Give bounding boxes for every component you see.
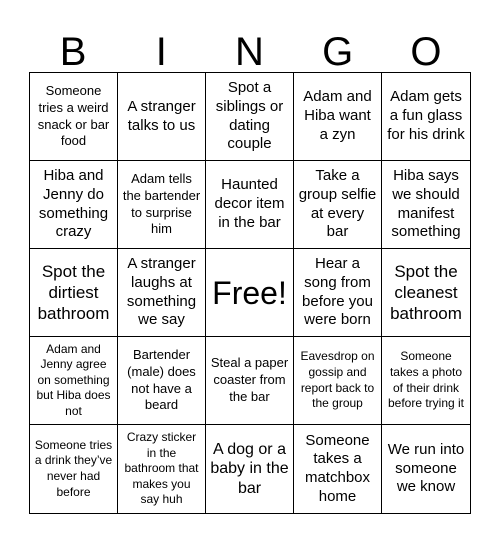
free-space-cell[interactable] — [206, 249, 294, 337]
cell-text: Someone tries a weird snack or bar food — [37, 82, 110, 149]
cell-text: Someone takes a photo of their drink before trying it — [387, 349, 465, 411]
cell-text: Someone tries a drink they’ve never had before — [34, 437, 113, 499]
bingo-cell[interactable] — [294, 337, 382, 425]
bingo-cell[interactable] — [30, 425, 118, 513]
cell-text: A stranger talks to us — [127, 97, 196, 134]
cell-text: Take a group selfie at every bar — [298, 167, 377, 241]
cell-text: Spot the dirtiest bathroom — [37, 261, 110, 324]
bingo-cell[interactable] — [382, 337, 470, 425]
bingo-cell[interactable] — [382, 73, 470, 161]
bingo-cell[interactable] — [382, 249, 470, 337]
cell-text: Spot a siblings or dating couple — [215, 79, 284, 153]
cell-text: Crazy sticker in the bathroom that makes you say huh — [124, 430, 199, 507]
cell-text: Spot the cleanest bathroom — [390, 261, 462, 324]
bingo-cell[interactable] — [382, 425, 470, 513]
cell-text: Adam tells the bartender to surprise him — [122, 170, 201, 237]
cell-text: A stranger laughs at something we say — [126, 255, 197, 329]
cell-text: Eavesdrop on gossip and report back to the group — [300, 349, 375, 411]
bingo-cell[interactable] — [294, 425, 382, 513]
bingo-cell[interactable] — [118, 337, 206, 425]
cell-text: Adam and Jenny agree on something but Hiba does not — [36, 341, 111, 418]
cell-text: Haunted decor item in the bar — [214, 176, 285, 231]
header-letter-g: G — [322, 30, 354, 74]
header-letter-b: B — [59, 30, 87, 74]
bingo-cell[interactable] — [118, 425, 206, 513]
bingo-cell[interactable] — [30, 249, 118, 337]
cell-text: Free! — [212, 274, 287, 311]
bingo-cell[interactable] — [118, 249, 206, 337]
bingo-cell[interactable] — [30, 337, 118, 425]
cell-text: Hiba says we should manifest something — [391, 167, 461, 241]
bingo-cell[interactable] — [118, 161, 206, 249]
header-letter-o: O — [410, 30, 442, 74]
cell-text: Bartender (male) does not have a beard — [127, 346, 196, 413]
header-letter-i: I — [155, 30, 167, 74]
cell-text: Hear a song from before you were born — [302, 255, 373, 329]
bingo-cell[interactable] — [294, 161, 382, 249]
bingo-cell[interactable] — [206, 73, 294, 161]
cell-text: Steal a paper coaster from the bar — [210, 355, 289, 404]
bingo-cell[interactable] — [294, 73, 382, 161]
bingo-cell[interactable] — [206, 425, 294, 513]
bingo-header — [29, 30, 470, 74]
bingo-cell[interactable] — [206, 161, 294, 249]
bingo-cell[interactable] — [206, 337, 294, 425]
bingo-cell[interactable] — [118, 73, 206, 161]
bingo-cell[interactable] — [30, 73, 118, 161]
bingo-cell[interactable] — [294, 249, 382, 337]
cell-text: Someone takes a matchbox home — [304, 431, 371, 505]
header-letter-n: N — [235, 30, 264, 74]
cell-text: Adam and Hiba want a zyn — [303, 88, 372, 143]
bingo-cell[interactable] — [30, 161, 118, 249]
bingo-cell[interactable] — [382, 161, 470, 249]
cell-text: A dog or a baby in the bar — [210, 440, 289, 497]
cell-text: Hiba and Jenny do something crazy — [38, 167, 109, 241]
bingo-board — [29, 72, 471, 514]
cell-text: We run into someone we know — [387, 440, 465, 496]
cell-text: Adam gets a fun glass for his drink — [387, 88, 465, 143]
